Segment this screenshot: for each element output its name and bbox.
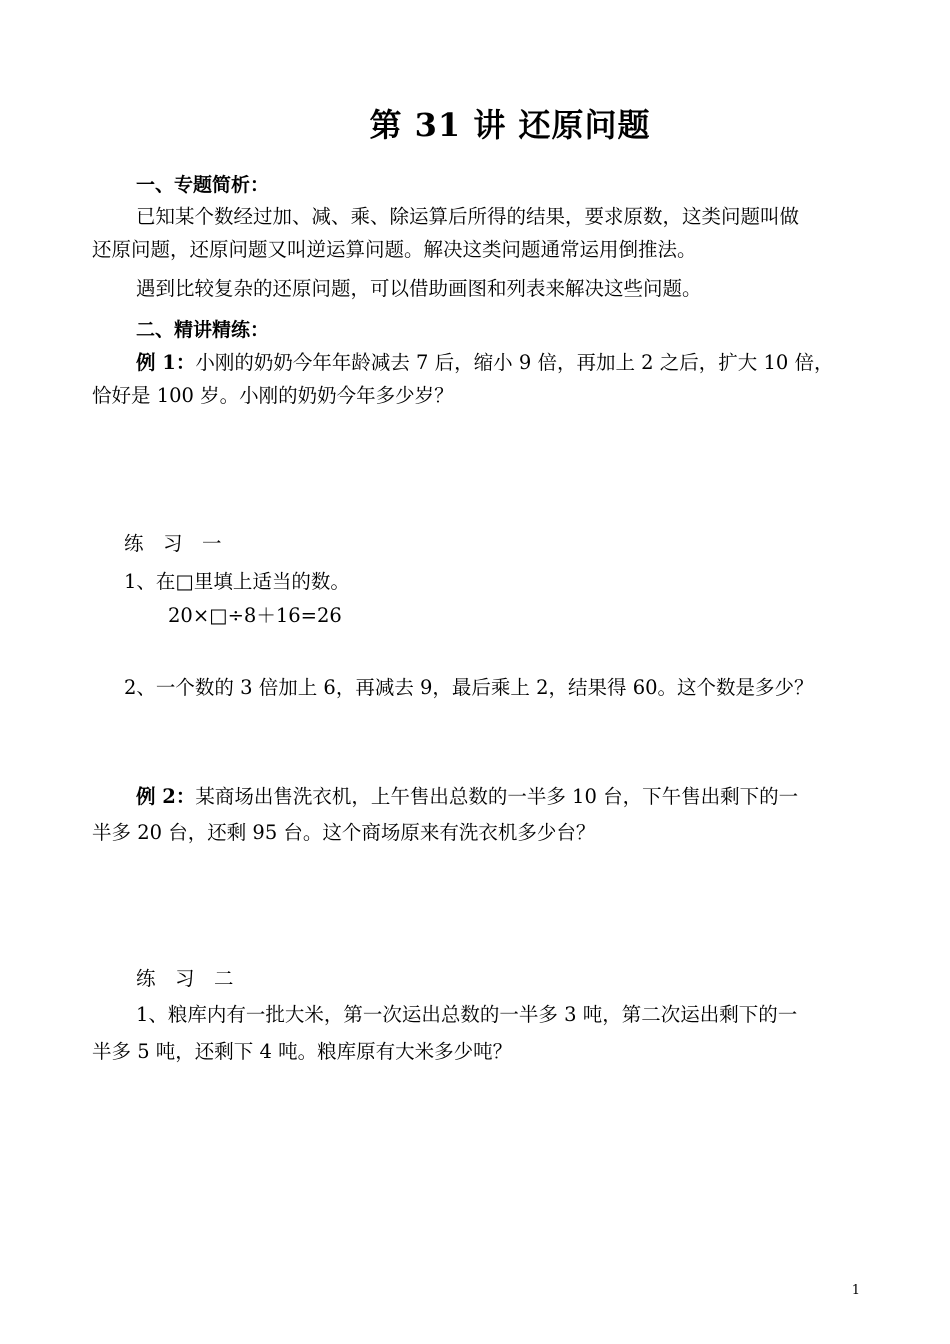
page-title: 第 31 讲 还原问题 [369,106,651,144]
example-1-line-1 [136,346,833,379]
intro-paragraph-line-2: 还原问题，还原问题又叫逆运算问题。解决这类问题通常运用倒推法。 [92,238,697,261]
example-1-text: 小刚的奶奶今年年龄减去 7 后，缩小 9 倍，再加上 2 之后，扩大 10 倍， [195,351,834,374]
example-2-label: 例 2： [136,785,196,808]
intro-paragraph-2: 遇到比较复杂的还原问题，可以借助画图和列表来解决这些问题。 [136,277,702,300]
example-1-label: 例 1： [136,351,196,374]
example-1-line-2: 恰好是 100 岁。小刚的奶奶今年多少岁？ [92,384,454,407]
example-2-line-2: 半多 20 台，还剩 95 台。这个商场原来有洗衣机多少台？ [92,821,596,844]
section-heading-practice: 二、精讲精练： [136,319,270,341]
practice-1-equation: 20×□÷8＋16=26 [168,604,342,627]
intro-paragraph-line-1: 已知某个数经过加、减、乘、除运算后所得的结果，要求原数，这类问题叫做 [136,205,800,228]
practice-2-heading: 练 习 二 [136,967,234,990]
practice-2-question-1-line-1: 1、粮库内有一批大米，第一次运出总数的一半多 3 吨，第二次运出剩下的一 [136,1003,798,1026]
example-2-line-1 [136,780,798,813]
practice-1-heading: 练 习 一 [124,532,222,555]
section-heading-analysis: 一、专题简析： [136,174,270,196]
practice-2-question-1-line-2: 半多 5 吨，还剩下 4 吨。粮库原有大米多少吨？ [92,1040,513,1063]
page-number: 1 [851,1283,860,1298]
practice-1-question-2: 2、一个数的 3 倍加上 6，再减去 9，最后乘上 2，结果得 60。这个数是多少？ [124,676,814,699]
practice-1-question-1: 1、在□里填上适当的数。 [124,570,350,593]
example-2-text: 某商场出售洗衣机，上午售出总数的一半多 10 台，下午售出剩下的一 [195,785,799,808]
